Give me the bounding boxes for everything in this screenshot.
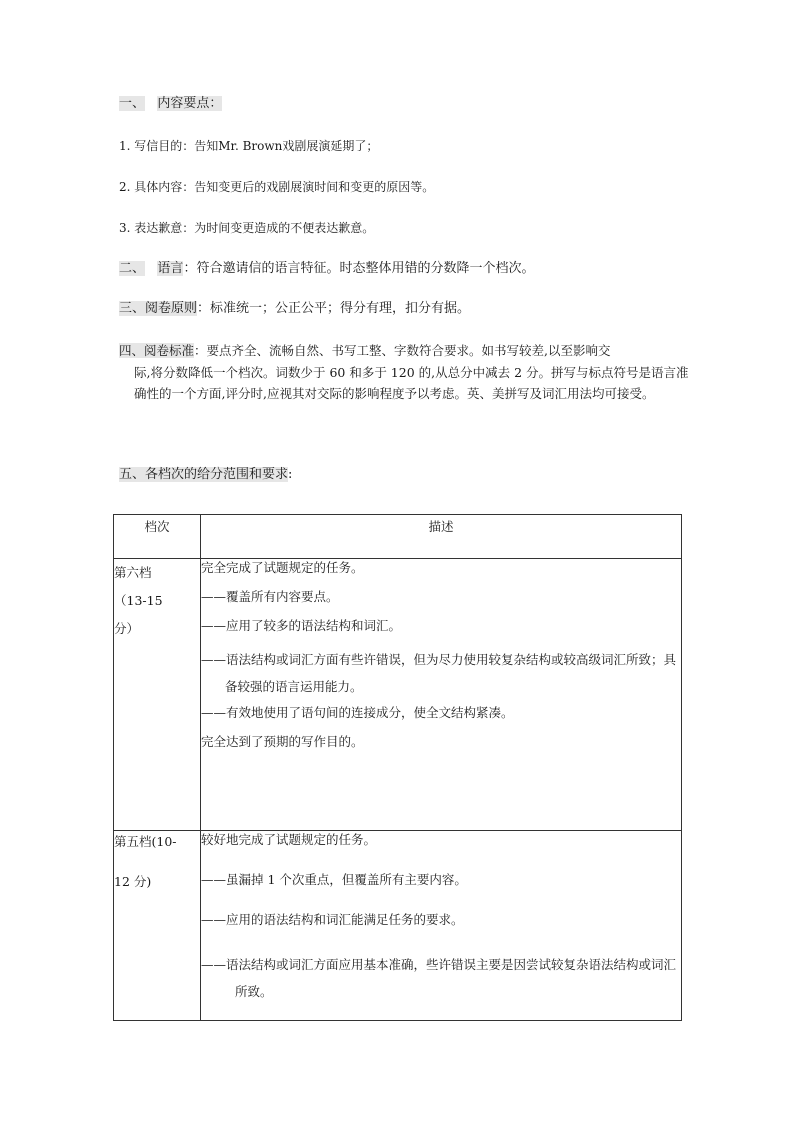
section-4-paragraph	[119, 340, 689, 405]
point-3: 3. 表达歉意：为时间变更造成的不便表达歉意。	[119, 221, 375, 235]
level-cell	[114, 559, 201, 831]
point-1: 1. 写信目的：告知Mr. Brown戏剧展演延期了；	[119, 139, 379, 153]
grading-table	[113, 514, 682, 1021]
desc-line: ——应用的语法结构和词汇能满足任务的要求。	[201, 912, 464, 927]
table-row	[114, 559, 682, 831]
table-row	[114, 831, 682, 1021]
description-cell	[201, 831, 682, 1021]
section-1-title: 内容要点：	[157, 96, 223, 111]
desc-line: ——语法结构或词汇方面应用基本准确，些许错误主要是因尝试较复杂语法结构或词汇所致。	[201, 957, 677, 999]
level-line: 分）	[114, 621, 140, 636]
desc-line: ——语法结构或词汇方面有些许错误，但为尽力使用较复杂结构或较高级词汇所致；具备较强的语言运用能力。	[201, 652, 677, 694]
section-5-title: 五、各档次的给分范围和要求	[119, 467, 289, 482]
section-3-title: 三、阅卷原则	[119, 301, 198, 316]
table-header-row	[114, 515, 682, 559]
section-4-title: 四、阅卷标准	[119, 343, 195, 358]
level-line: 第六档	[114, 565, 152, 580]
section-1-heading	[119, 95, 222, 113]
section-5-text: :	[288, 467, 293, 482]
section-5-heading	[119, 466, 292, 484]
section-2-title: 语言	[157, 261, 184, 276]
description-cell	[201, 559, 682, 831]
section-3-text: ：标准统一；公正公平；得分有理，扣分有据。	[197, 301, 471, 316]
desc-line: 完全完成了试题规定的任务。	[201, 560, 364, 575]
desc-line: ——应用了较多的语法结构和词汇。	[201, 618, 402, 633]
level-line: 第五档(10-	[114, 834, 177, 849]
level-cell	[114, 831, 201, 1021]
desc-line: 较好地完成了试题规定的任务。	[201, 832, 377, 847]
header-description: 描述	[201, 515, 682, 559]
desc-line: ——虽漏掉 1 个次重点，但覆盖所有主要内容。	[201, 872, 467, 887]
section-2-text: ：符合邀请信的语言特征。时态整体用错的分数降一个档次。	[183, 261, 535, 276]
level-line: 12 分)	[114, 874, 152, 889]
section-3-heading	[119, 300, 470, 318]
point-2: 2. 具体内容：告知变更后的戏剧展演时间和变更的原因等。	[119, 180, 435, 194]
desc-line: 完全达到了预期的写作目的。	[201, 734, 364, 749]
level-line: （13-15	[114, 593, 163, 608]
section-4-line1: ：要点齐全、流畅自然、书写工整、字数符合要求。如书写较差,以至影响交	[194, 343, 611, 358]
section-1-number: 一、	[119, 96, 146, 111]
section-2-number: 二、	[119, 261, 146, 276]
section-2-heading	[119, 260, 534, 278]
header-level: 档次	[114, 515, 201, 559]
desc-line: ——覆盖所有内容要点。	[201, 589, 339, 604]
desc-line: ——有效地使用了语句间的连接成分，使全文结构紧凑。	[201, 705, 514, 720]
section-4-rest: 际,将分数降低一个档次。词数少于 60 和多于 120 的,从总分中减去 2 分。拼写与标点符号是语言准确性的一个方面,评分时,应视其对交际的影响程度予以考虑。英、美拼写及词汇用法均可接受。	[134, 364, 689, 401]
